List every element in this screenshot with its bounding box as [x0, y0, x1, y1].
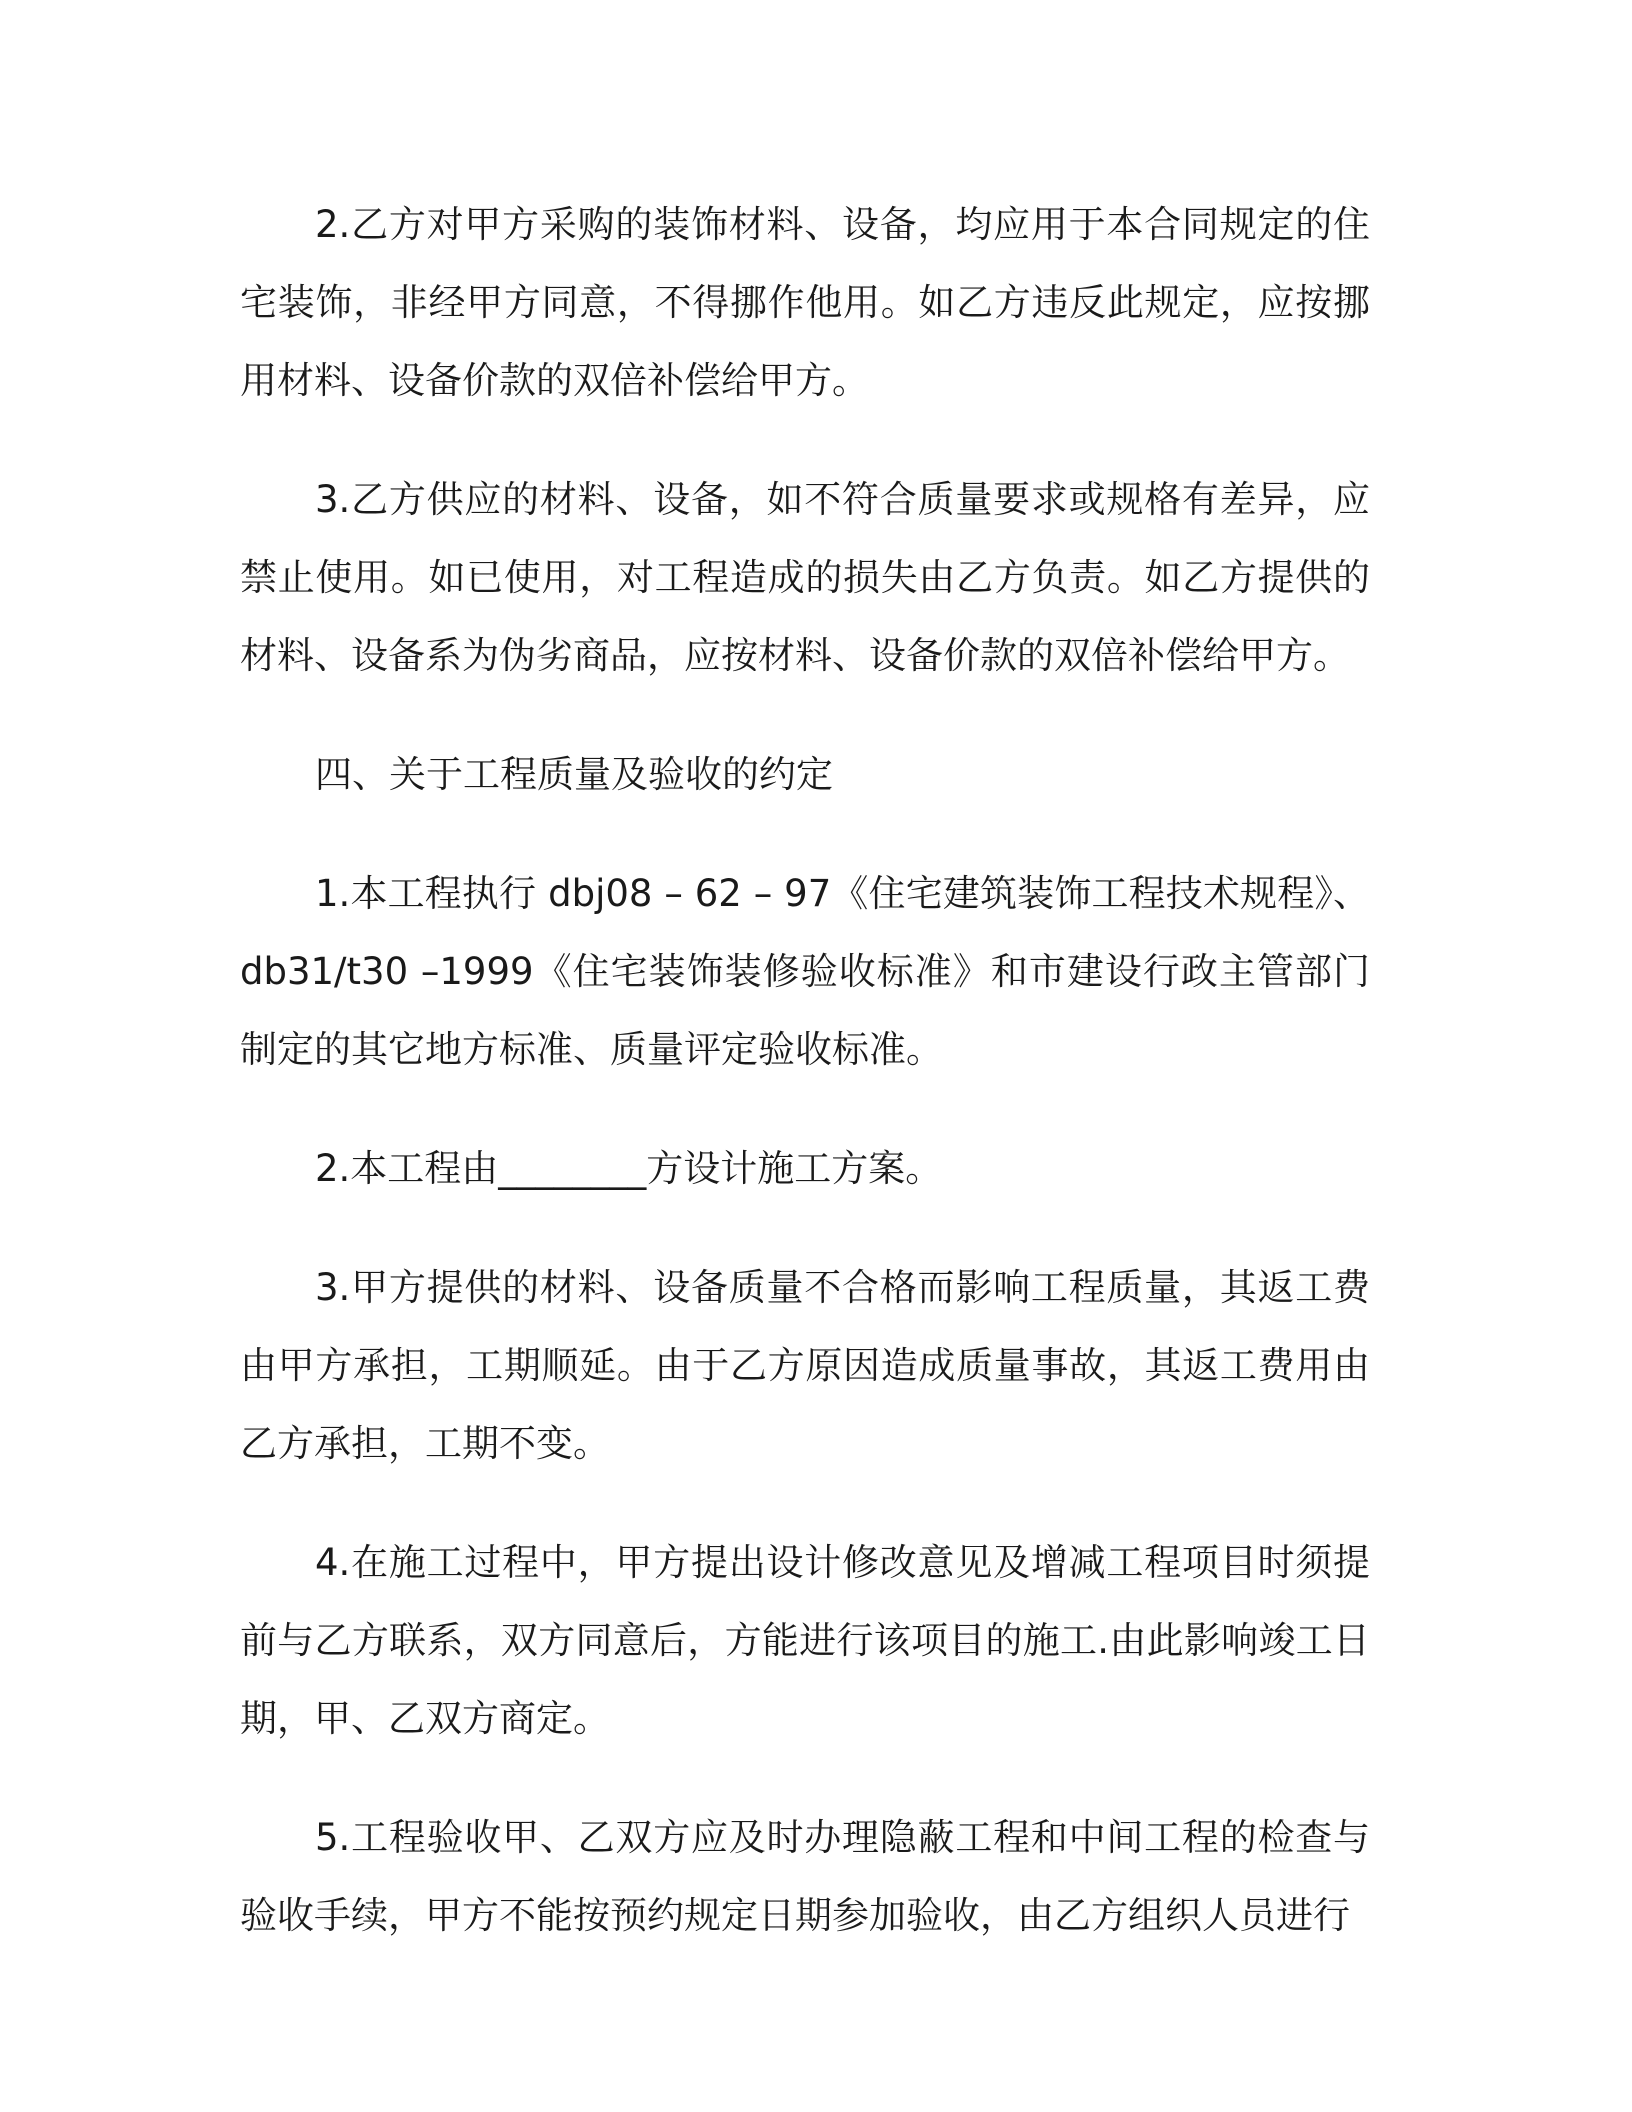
paragraph-design-changes: 4.在施工过程中，甲方提出设计修改意见及增减工程项目时须提前与乙方联系，双方同意后，方能进行该项目的施工.由此影响竣工日期，甲、乙双方商定。 [240, 1541, 1370, 1740]
section-heading-quality-acceptance: 四、关于工程质量及验收的约定 [315, 753, 833, 796]
paragraph-materials-use: 2.乙方对甲方采购的装饰材料、设备，均应用于本合同规定的住宅装饰，非经甲方同意，不得挪作他用。如乙方违反此规定，应按挪用材料、设备价款的双倍补偿给甲方。 [240, 203, 1370, 402]
paragraph-standards: 1.本工程执行 dbj08 – 62 – 97《住宅建筑装饰工程技术规程》、db31/t30 –1999《住宅装饰装修验收标准》和市建设行政主管部门制定的其它地方标准、质量评定验收标准。 [240, 872, 1370, 1071]
paragraph-materials-quality: 3.乙方供应的材料、设备，如不符合质量要求或规格有差异，应禁止使用。如已使用，对工程造成的损失由乙方负责。如乙方提供的材料、设备系为伪劣商品，应按材料、设备价款的双倍补偿给甲方。 [240, 478, 1370, 677]
paragraph-design-plan: 2.本工程由________方设计施工方案。 [315, 1147, 943, 1190]
paragraph-acceptance: 5.工程验收甲、乙双方应及时办理隐蔽工程和中间工程的检查与验收手续，甲方不能按预约规定日期参加验收，由乙方组织人员进行 [240, 1816, 1370, 1937]
paragraph-rework-cost: 3.甲方提供的材料、设备质量不合格而影响工程质量，其返工费由甲方承担，工期顺延。由于乙方原因造成质量事故，其返工费用由乙方承担，工期不变。 [240, 1266, 1370, 1465]
document-page [240, 186, 1370, 1996]
